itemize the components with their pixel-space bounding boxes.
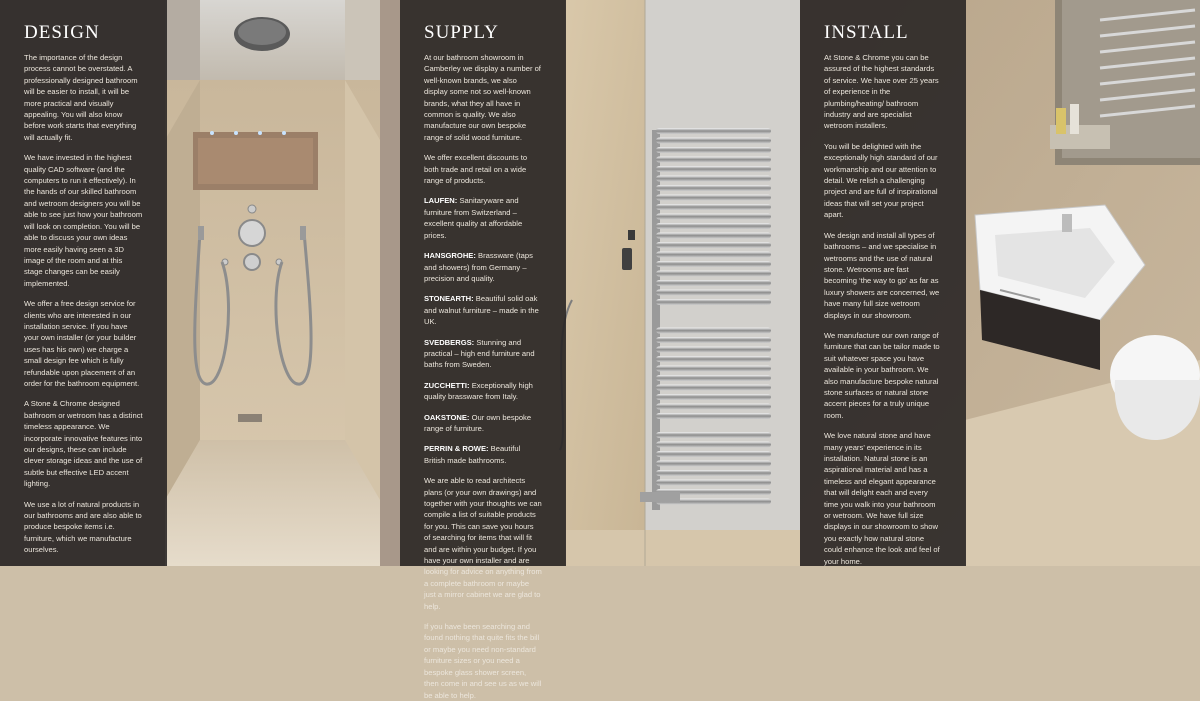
- supply-heading: SUPPLY: [424, 22, 499, 43]
- brand-name: HANSGROHE:: [424, 251, 476, 261]
- brand-item: [424, 195, 542, 241]
- radiator-bar: [656, 261, 771, 267]
- design-paragraph: We use a lot of natural products in our bathrooms and are also able to produce bespoke items i.e. furniture, which we manufacture ourselves.: [24, 499, 142, 555]
- install-paragraph: We manufacture our own range of furniture that can be tailor made to suit whatever space you have available in your bathroom. We also manufacture bespoke natural stone surfaces or natural stone accent pieces for a truly unique room.: [824, 330, 940, 420]
- supply-panel: [400, 0, 566, 700]
- brand-description: Sanitaryware and furniture from Switzerland – excellent quality at affordable prices.: [424, 196, 523, 240]
- radiator-bar: [656, 290, 771, 296]
- install-paragraph: We love natural stone and have many years’ experience in its installation. Natural stone is an aspirational material and has a timeless and elegant appearance that will delight each and every time you walk into your bathroom or wetroom. We have full size displays in our showroom to show you exactly how natural stone could enhance the look and feel of your home.: [824, 431, 940, 566]
- radiator-bar: [656, 347, 771, 353]
- install-paragraph: We design and install all types of bathrooms – and we specialise in wetrooms and the use of natural stone. Wetrooms are fast becoming ‘the way to go’ as far as luxury showers are concerned, we have many full size wetroom displays in our showroom.: [824, 230, 940, 320]
- brand-name: LAUFEN:: [424, 196, 458, 206]
- radiator-bar: [656, 432, 771, 438]
- brand-item: [424, 337, 542, 371]
- supply-paragraph: If you have been searching and found nothing that quite fits the bill or maybe you need non-standard furniture sizes or you need a bespoke glass shower screen, then come in and see us as we will be able to help.: [424, 622, 542, 700]
- brand-name: OAKSTONE:: [424, 412, 470, 422]
- radiator-bar: [656, 223, 771, 229]
- radiator-bar: [656, 385, 771, 391]
- radiator-bar: [656, 233, 771, 239]
- install-panel: [800, 0, 966, 566]
- radiator-bar: [656, 176, 771, 182]
- supply-paragraph: We offer excellent discounts to both trade and retail on a wide range of products.: [424, 153, 528, 186]
- radiator-bar: [656, 328, 771, 334]
- radiator-bar: [656, 242, 771, 248]
- radiator-bar: [656, 185, 771, 191]
- design-panel: [0, 0, 167, 566]
- brand-item: [424, 443, 542, 466]
- brand-item: [424, 293, 542, 327]
- design-paragraph: The importance of the design process cannot be overstated. A professionally designed bathroom will be easier to install, it will be more practical and visually appealing. You will also know before work starts that everything will actually fit.: [24, 53, 138, 142]
- supply-paragraph: We are able to read architects plans (or your own drawings) and together with your thoughts we can compile a list of suitable products for you. This can save you hours of searching for items that will fit and are within your budget. If you have your own installer and are looking for advice on anything from a complete bathroom or maybe just a mirror cabinet we are glad to help.: [424, 476, 542, 611]
- radiator-bar: [656, 461, 771, 467]
- radiator-bar: [656, 337, 771, 343]
- radiator-bar: [656, 413, 771, 419]
- design-paragraph: A Stone & Chrome designed bathroom or wetroom has a distinct timeless appearance. We incorporate innovative features into our designs, these can include clever storage ideas and the use of subtle but effective LED accent lighting.: [24, 399, 143, 489]
- radiator-bar: [656, 252, 771, 258]
- brand-description: Brassware (taps and showers) from Germany – precision and quality.: [424, 251, 533, 283]
- radiator-bar: [656, 442, 771, 448]
- radiator-bar: [656, 470, 771, 476]
- brand-description: Beautiful British made bathrooms.: [424, 444, 521, 465]
- radiator-bar: [656, 480, 771, 486]
- design-heading: DESIGN: [24, 22, 100, 43]
- brand-name: PERRIN & ROWE:: [424, 444, 489, 454]
- brand-description: Exceptionally high quality brassware from Italy.: [424, 380, 533, 402]
- radiator-bar: [656, 157, 771, 163]
- brand-description: Stunning and practical – high end furniture and baths from Sweden.: [424, 337, 535, 370]
- brand-description: Our own bespoke range of furniture.: [424, 412, 532, 433]
- brand-description: Beautiful solid oak and walnut furniture – made in the UK.: [424, 294, 539, 327]
- brand-item: [424, 380, 542, 403]
- brand-item: [424, 250, 542, 284]
- install-paragraph: You will be delighted with the exceptionally high standard of our workmanship and our attention to detail. We relish a challenging project and are full of inspirational ideas that will set your project apart.: [824, 141, 938, 220]
- brand-name: SVEDBERGS:: [424, 337, 475, 347]
- radiator-bar: [656, 356, 771, 362]
- install-paragraph: At Stone & Chrome you can be assured of the highest standards of service. We have over 25 years of experience in the plumbing/heating/ bathroom industry and are specialist wetroom installers.: [824, 53, 939, 131]
- radiator-bar: [656, 166, 771, 172]
- radiator-bar: [656, 280, 771, 286]
- install-heading: INSTALL: [824, 22, 909, 43]
- radiator-bar: [656, 128, 771, 134]
- radiator-bar: [656, 366, 771, 372]
- brand-item: [424, 412, 542, 435]
- radiator-bar: [656, 147, 771, 153]
- radiator-bar: [656, 195, 771, 201]
- radiator-bar: [656, 299, 771, 305]
- radiator-bar: [656, 138, 771, 144]
- design-paragraph: We have invested in the highest quality CAD software (and the computers to run it effectively). In the hands of our skilled bathroom and wetroom designers you will be able to see just how your bathroom will look on completion. You will be able to discuss your own ideas more easily having seen a 3D image of the room and at this stage changes can be easily implemented.: [24, 153, 143, 288]
- radiator-bar: [656, 204, 771, 210]
- radiator-bar: [656, 375, 771, 381]
- radiator-bar: [656, 214, 771, 220]
- brand-name: ZUCCHETTI:: [424, 380, 470, 390]
- design-paragraph: We offer a free design service for clients who are interested in our installation service. If you have your own installer (or your builder uses has his own) we charge a small design fee which is fully refundable upon placement of an order for the bathroom equipment.: [24, 299, 140, 388]
- radiator-bar: [656, 394, 771, 400]
- brand-name: STONEARTH:: [424, 294, 474, 304]
- supply-paragraph: At our bathroom showroom in Camberley we display a number of well-known brands, we also display some not so well-known brands, what they all have in common is quality. We also manufacture our own bespoke range of solid wood furniture.: [424, 53, 541, 142]
- radiator-bar: [656, 451, 771, 457]
- radiator-bar: [656, 404, 771, 410]
- radiator-bar: [656, 271, 771, 277]
